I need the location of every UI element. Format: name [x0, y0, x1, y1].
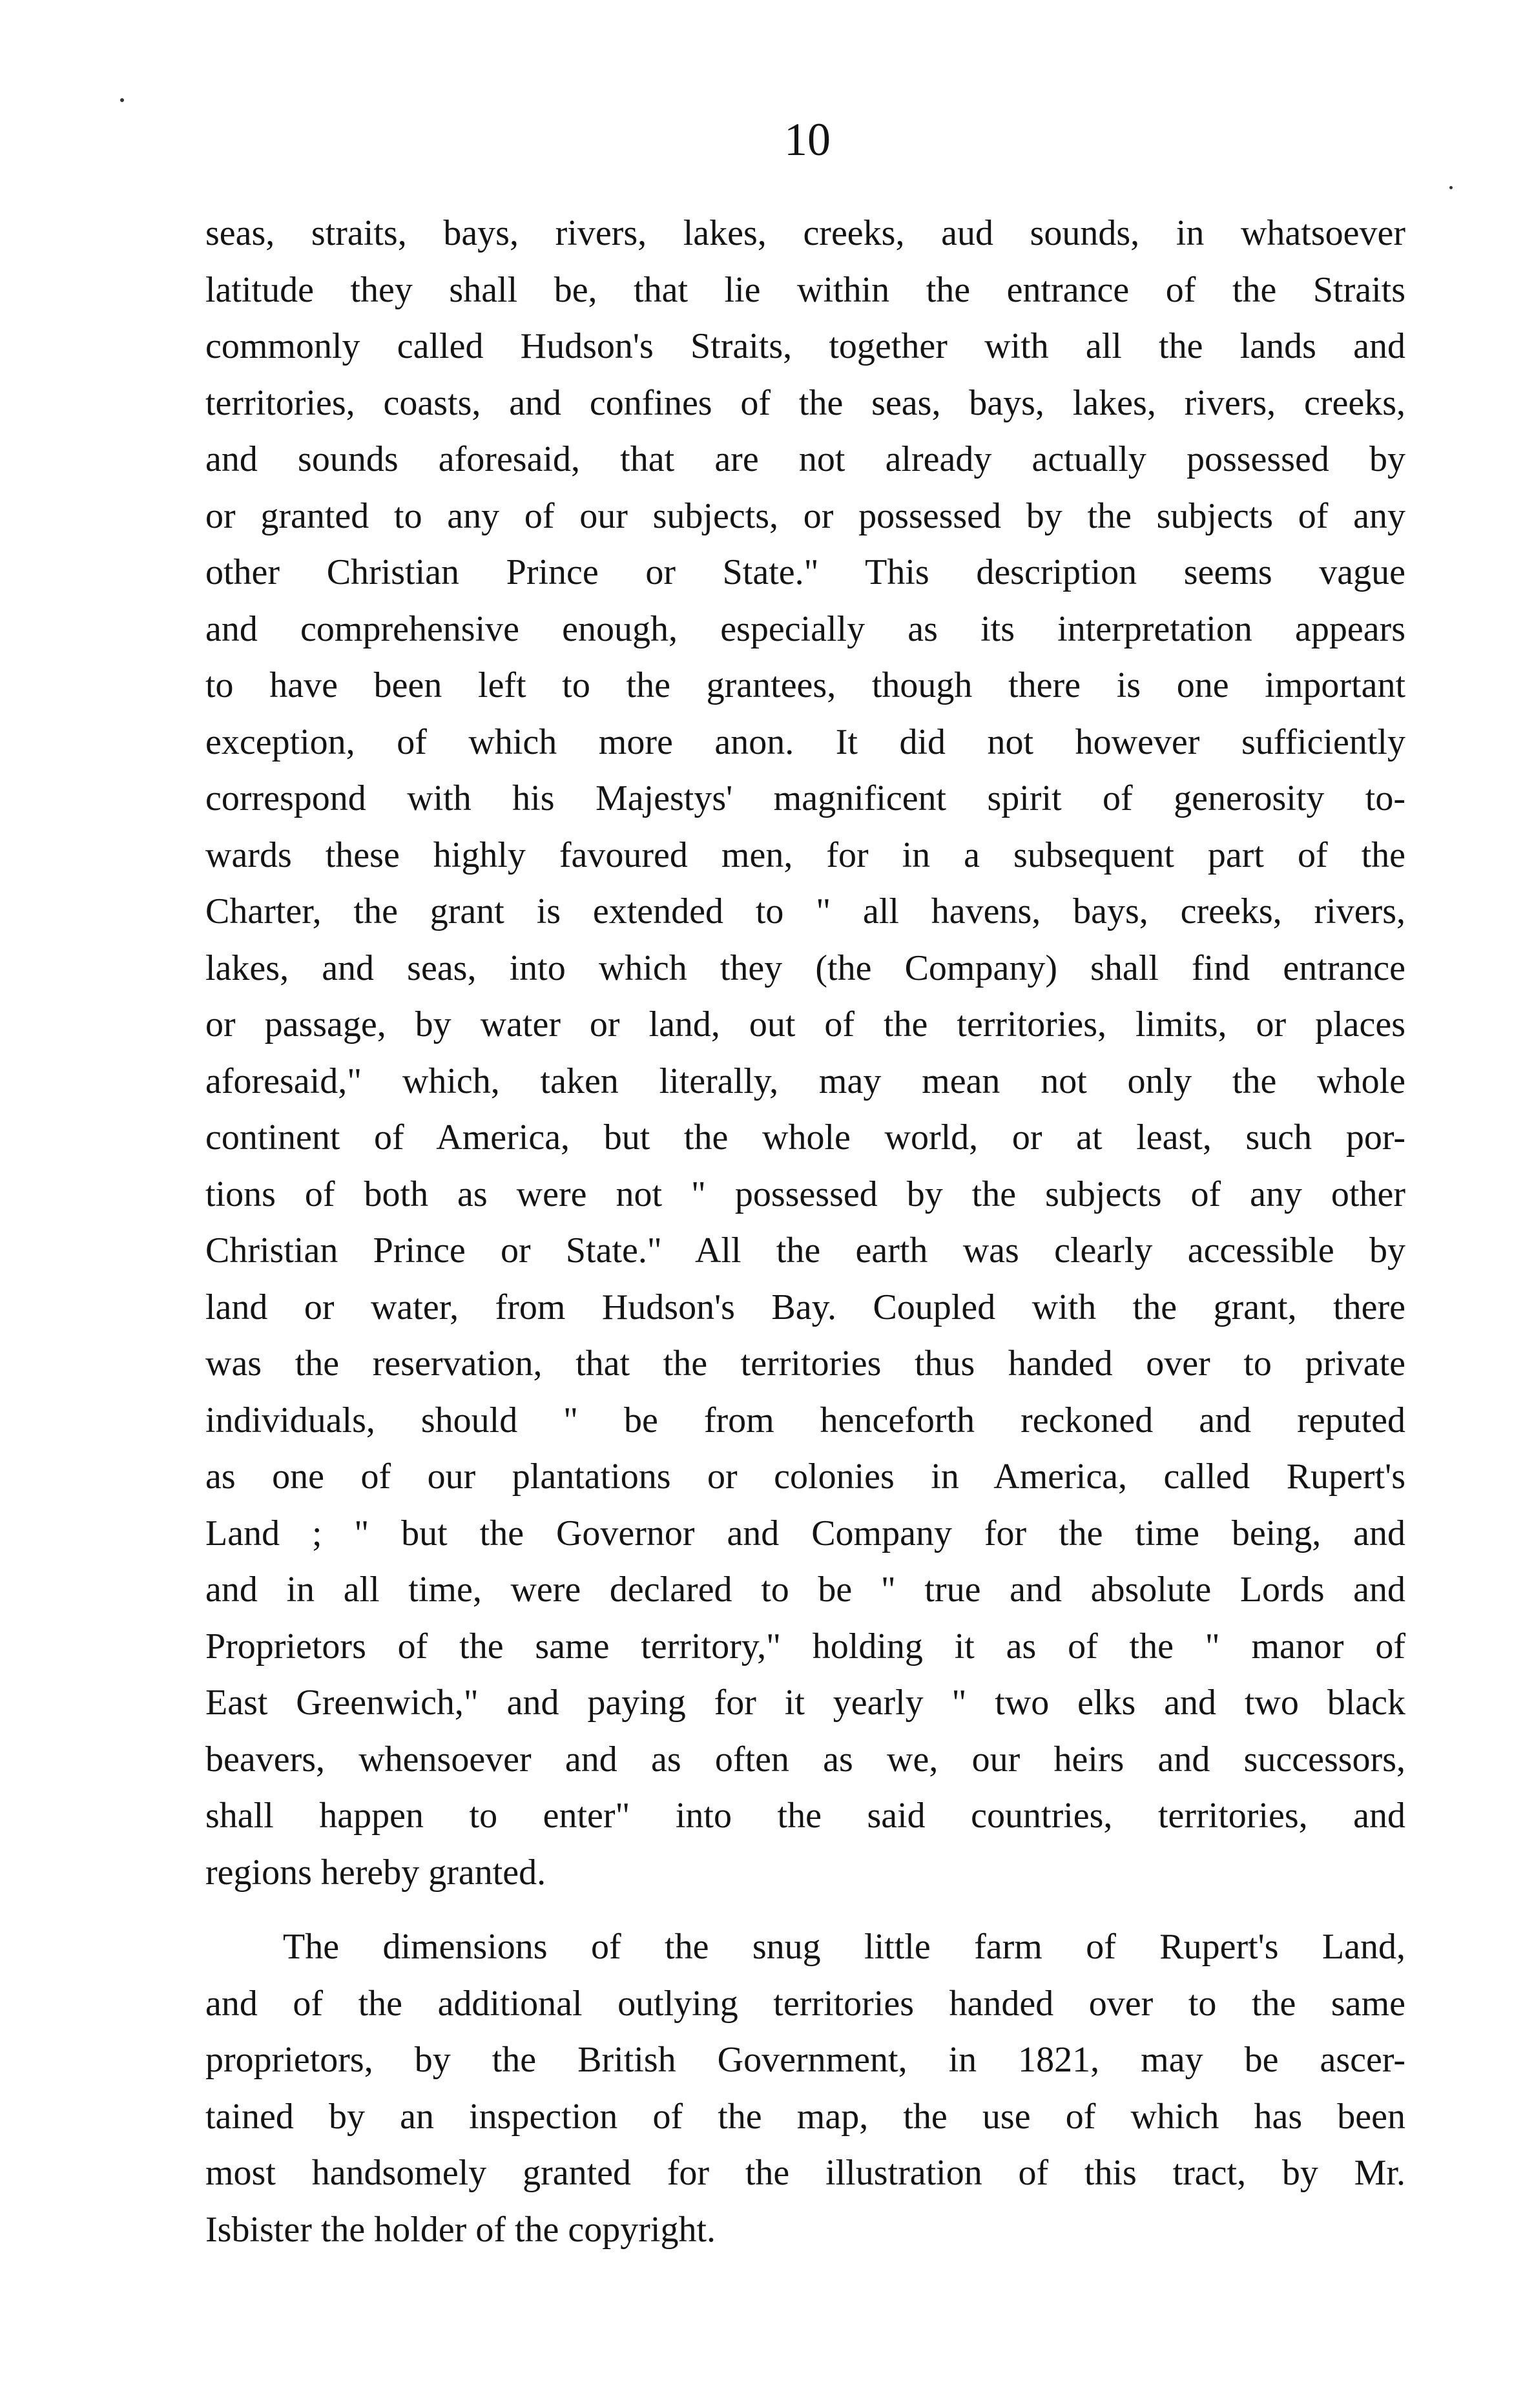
text-line: Isbister the holder of the copyright.	[205, 2209, 716, 2250]
text-line: seas, straits, bays, rivers, lakes, creeks, aud sounds, in whatsoever	[205, 213, 1405, 253]
text-line: shall happen to enter" into the said countries, territories, and	[205, 1796, 1405, 1836]
text-line: most handsomely granted for the illustration of this tract, by Mr.	[205, 2153, 1405, 2193]
text-line: tained by an inspection of the map, the use of which has been	[205, 2096, 1405, 2137]
text-line: The dimensions of the snug little farm of Rupert's Land,	[283, 1927, 1405, 1967]
text-line: correspond with his Majestys' magnificent spirit of generosity to-	[205, 778, 1405, 818]
text-line: individuals, should " be from henceforth reckoned and reputed	[205, 1400, 1405, 1440]
text-line: as one of our plantations or colonies in America, called Rupert's	[205, 1457, 1405, 1497]
text-line: East Greenwich," and paying for it yearly " two elks and two black	[205, 1683, 1405, 1723]
text-line: latitude they shall be, that lie within the entrance of the Straits	[205, 269, 1405, 310]
body-text	[205, 205, 1405, 2258]
text-line: continent of America, but the whole world, or at least, such por-	[205, 1117, 1405, 1157]
paragraph-2	[205, 1919, 1405, 2258]
text-line: Land ; " but the Governor and Company for the time being, and	[205, 1513, 1405, 1553]
text-line: land or water, from Hudson's Bay. Coupled with the grant, there	[205, 1287, 1405, 1327]
text-line: or passage, by water or land, out of the territories, limits, or places	[205, 1004, 1405, 1044]
text-line: Proprietors of the same territory," holding it as of the " manor of	[205, 1626, 1405, 1666]
text-line: regions hereby granted.	[205, 1852, 546, 1893]
text-line: and sounds aforesaid, that are not already actually possessed by	[205, 439, 1405, 479]
paragraph-1	[205, 205, 1405, 1901]
text-line: proprietors, by the British Government, in 1821, may be ascer-	[205, 2040, 1405, 2080]
text-line: and of the additional outlying territories handed over to the same	[205, 1983, 1405, 2024]
text-line: was the reservation, that the territories thus handed over to private	[205, 1344, 1405, 1384]
text-line: Charter, the grant is extended to " all havens, bays, creeks, rivers,	[205, 891, 1405, 931]
text-line: exception, of which more anon. It did not however sufficiently	[205, 721, 1405, 762]
paper-speck	[1449, 186, 1453, 189]
text-line: Christian Prince or State." All the earth was clearly accessible by	[205, 1230, 1405, 1271]
text-line: lakes, and seas, into which they (the Company) shall find entrance	[205, 948, 1405, 988]
page-number: 10	[784, 114, 831, 165]
text-line: wards these highly favoured men, for in a subsequent part of the	[205, 835, 1405, 875]
text-line: commonly called Hudson's Straits, together with all the lands and	[205, 326, 1405, 366]
text-line: and in all time, were declared to be " true and absolute Lords and	[205, 1570, 1405, 1610]
text-line: to have been left to the grantees, though there is one important	[205, 665, 1405, 705]
text-line: tions of both as were not " possessed by the subjects of any other	[205, 1174, 1405, 1214]
paper-speck	[120, 98, 124, 102]
text-line: territories, coasts, and confines of the seas, bays, lakes, rivers, creeks,	[205, 382, 1405, 423]
text-line: or granted to any of our subjects, or possessed by the subjects of any	[205, 495, 1405, 536]
text-line: and comprehensive enough, especially as its interpretation appears	[205, 608, 1405, 649]
text-line: beavers, whensoever and as often as we, our heirs and successors,	[205, 1739, 1405, 1780]
text-line: other Christian Prince or State." This description seems vague	[205, 552, 1405, 592]
text-line: aforesaid," which, taken literally, may mean not only the whole	[205, 1061, 1405, 1101]
